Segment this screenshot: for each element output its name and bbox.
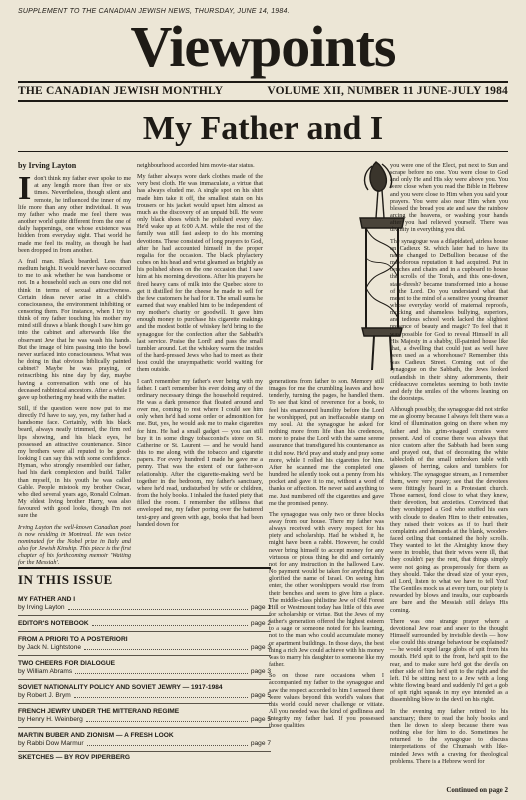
article-paragraph: In the evening my father retired to his sanctuary; there to read the holy books and then lie down to sleep because there was nothing else for him to do. Sometimes he returned to the synagogue to discuss interpretations of the Chumash with like-minded Jews with a craving for theological problems. There is a Hebrew word for	[390, 707, 508, 765]
toc-item[interactable]	[18, 728, 271, 752]
toc-item[interactable]	[18, 752, 271, 764]
masthead: Viewpoints	[130, 14, 396, 79]
author-bio: Irving Layton the well-known Canadian poet is now residing in Montreal. He was twice nominated for the Nobel prize in Italy and also for Jewish Kinship. This piece is the first chapter of his forthcoming memoir 'Waiting for the Messiah'.	[18, 523, 131, 567]
issue-info: VOLUME XII, NUMBER 11 JUNE-JULY 1984	[267, 85, 508, 97]
article-column-3	[269, 378, 384, 776]
headline-rule	[18, 151, 508, 152]
article-column-2	[137, 162, 263, 560]
toc-item-title: SOVIET NATIONALITY POLICY AND SOVIET JEWRY — 1917-1984	[18, 684, 223, 691]
toc-item-page: page 5	[250, 716, 271, 723]
article-paragraph: So on those rare occasions when I accompanied my father to the synagogue and saw the respect accorded to him I sensed there were values beyond this world's values that this world could never challenge or vitiate. All you needed was the kind of godliness and integrity my father had. If you possessed those qualities	[269, 672, 384, 730]
article-paragraph: The synagogue was only two or three blocks away from our house. There my father was always received with every respect for his piety and scholarship. Had he wished it, he might have been a rabbi. However, he could never bring himself to accept money for any virtuous or pious thing he did and certainly not for any instruction in the hallowed Law. No payment would be taken for anything that glorified the name of Israel. On seeing him enter, the other worshippers would rise from their benches and seem to give him a place. The middle-class philistine Jew of Old Forest Hill or Westmount today has little of this awe for scholarship or virtue. But the Jews of my father's generation offered the highest esteem to a sage or someone noted for his learning, not to the man who could accumulate money or apartment buildings. In those days, the best thing a rich Jew could achieve with his money was to marry his daughter to someone like my father.	[269, 510, 384, 669]
toc-item-page: page 2	[250, 620, 271, 627]
toc-item-title: MY FATHER AND I	[18, 596, 76, 603]
masthead-rule-top	[18, 81, 508, 83]
toc-item-title: TWO CHEERS FOR DIALOGUE	[18, 660, 116, 667]
toc-item-author: by Irving Layton	[18, 604, 65, 611]
byline: by Irving Layton	[18, 161, 77, 170]
in-this-issue-box	[18, 567, 271, 764]
article-paragraph: neighbourhood accorded him movie-star status.	[137, 162, 255, 169]
article-text: don't think my father ever spoke to me at any length more than five or six times. Nevertheless, though silent and remote, he influenced the inner of my life more than any other individual. It was my father who made me feel there was another world quite different from the one of daily happenings, one whose existence was hidden from everyday sight. That world he made me feel its reality, as though he had been dropped in from another.	[18, 175, 131, 254]
toc-title: IN THIS ISSUE	[18, 567, 271, 588]
article-paragraph: I can't remember my father's ever being with my father. I can't remember his ever doing any of the ordinary necessary things the household required. He was a dark presence that floated around and over me, coming to rest where I could see him only when he'd had some order or admonition for me. But, yes, he would ask me to make cigarettes for him. He had a small gadget — you can still buy it in some dingy tobacconist's store on St. Catherine or St. Laurent — and he would hand this to me along with the tobacco and cigarette papers. For every hundred I made he gave me a penny. That was the extent of our father-son relationship. After the cigarette-making we'd be together in the bedroom, my father's sanctuary, where he'd read, undisturbed by wife or children, from the holy books. I inhaled the fusted piety that filled the room. I remember the stillness that enveloped me, my father poring over the battered text-grey and green with age, books that had been handed down for	[137, 377, 263, 528]
article-paragraph: A frail man. Black bearded. Less than medium height. It would never have occurred to me to ask whether he was handsome or not. In a household such as ours one did not think in terms of sexual attractiveness. Certain ideas never arise in a child's consciousness, the environment inhibiting or censoring them. For instance, when I try to think of my father touching his mother my mind still draws a blank though I saw him go into the cabinet and afterwards like the observant Jew that he was wash his hands. But the image of him passing into the bowl never surfaced into consciousness. What was he doing in that obvious biblically painted cabinet? Maybe he was praying, or reinscribing his nine day by day, maybe having a conversation with one of his deceased rabbinical ancestors. After a while I gave up bothering my head with the matter.	[18, 257, 131, 401]
toc-item[interactable]	[18, 616, 271, 632]
toc-item-title: EDITOR'S NOTEBOOK	[18, 620, 89, 627]
toc-item[interactable]	[18, 704, 271, 728]
toc-item-page: page 1	[250, 604, 271, 611]
article-headline: My Father and I	[142, 110, 384, 147]
toc-item-title: FROM A PRIORI TO A POSTERIORI	[18, 636, 128, 643]
article-paragraph: The synagogue was a dilapidated, airless house on Cadieux St. which later had to have its name changed to DeBullion because of the malodorous reputation it had acquired. Put in benches and chairs and in a cupboard to house the scrolls of the Torah, and this one-down, stale-thresh? became transformed into a house of the Lord. Do you understand what that meant to the mind of a sensitive young dreamer whose everyday world of maternal reproofs, mocking and shameless bullying, superiors, and tedious school work lacked the slightest presence of beauty and magic? To feel that it was possible for God to reveal Himself in all His Majesty in a shabby, ill-painted house like that, a dwelling that could just as well have been used as a whorehouse? Remember this was Cadieux Street. Coming out of the synagogue on the Sabbath, the Jews looked outlandish in their shiny adornments, their crêdeacuve corneletes seeming to both invite and defy the smiles of the whores leaning on the doorsteps.	[390, 237, 508, 402]
toc-item-author: by Jack N. Lightstone	[18, 644, 82, 651]
continued-note: Continued on page 2	[446, 786, 508, 794]
toc-item-page: page 7	[250, 740, 271, 747]
toc-item-title: SKETCHES — BY ROV PIPERBERG	[18, 754, 130, 761]
toc-item-page: page 3	[250, 644, 271, 651]
article-column-4	[390, 162, 508, 782]
toc-item[interactable]	[18, 632, 271, 656]
toc-item-page: page 3	[250, 668, 271, 675]
toc-item-author: by Henry H. Weinberg	[18, 716, 83, 723]
supplement-line: SUPPLEMENT TO THE CANADIAN JEWISH NEWS, THURSDAY, JUNE 14, 1984.	[18, 8, 290, 15]
toc-item[interactable]	[18, 680, 271, 704]
article-paragraph: you were one of the Elect, put next to Sun and scrape before no one. You were close to God and only He and His sky were above you. You were close when you read the Bible in Hebrew and you were close to Him when you said your prayers. You were also near Him when you blessed the bread you ate and saw the rainbow arcing the heavens, or washing your hands after you had relieved yourself. There was divinity in everything you did.	[390, 162, 508, 234]
toc-item-author: by Rabbi Dow Marmur	[18, 740, 84, 747]
article-column-1	[18, 161, 131, 567]
article-paragraph: There was one strange prayer where a devotional Jew roar and sneer to the thought Himself surrounded by invisible devils — how else could this strange behaviour be explained? — he would expel large globs of spit from his mouth. He'd spit to the front, he'd spit to the rear, and to make sure he'd got the devils on either side of him he'd spit to the right and the left. I'd be sitting next to a Jew with a long white flowing beard and suddenly I'd get a gob of spit right squeak in my eye intended as a dissembling blow to the devil on his right.	[390, 617, 508, 704]
article-paragraph: Still, if the question were now put to me directly I'd have to say, yes, my father had a handsome face. Certainly, with his black beard, always neatly trimmed, the firm red lips showing, and his black eyes, he possessed an attractive countenance. Since my brothers were all reputed to be good-looking I can say this with some confidence. Hyman, who strongly resembled our father, had his dark complexion and build. Taller than myself, in his youth he was called Gable. People mistook my brother Oscar, who died several years ago, Ronald Colman. My eldest living brother Harry, was also favoured with good looks, though I'm not sure the	[18, 405, 131, 520]
article-paragraph	[18, 170, 131, 254]
toc-item-author: by Robert J. Brym	[18, 692, 71, 699]
toc-item-title: FRENCH JEWRY UNDER THE MITTERAND REGIME	[18, 708, 180, 715]
toc-item-title: MARTIN BUBER AND ZIONISM — A FRESH LOOK	[18, 732, 174, 739]
toc-item[interactable]	[18, 656, 271, 680]
toc-item[interactable]	[18, 592, 271, 616]
drop-cap: I	[18, 170, 32, 208]
article-paragraph: generations from father to son. Memory still images for me the crumbling leaves and how tenderly, turning the pages, he handled them. To see that kind of reverence for a book, to feel his enamoured humility before the Lord he worshipped, put an ineffaceable stamp on my soul. At the synagogue he asked for nothing more from life than his credences, more to praise the Lord with the same serene assurance that transfigured his countenance as it did now. He'd pray and study and pray some more, while I rolled his cigarettes for him. After he scanned me the completed one hundred he silently took out a penny from his pocket and gave it to me, without a word of thanks or affection. He never said anything to me. Just numbered off the cigarettes and gave me the promised penny.	[269, 378, 384, 507]
toc-item-author: by William Abrams	[18, 668, 73, 675]
masthead-rule-bottom	[18, 100, 508, 102]
publication-subtitle: THE CANADIAN JEWISH MONTHLY	[18, 85, 224, 97]
article-paragraph: Although possibly, the synagogue did not strike me as gloomy because I always felt there was a kind of illumination going on there when my father and his grim-visaged cronies were present. And of course there was always that nice custom after the Sabbath had been sung and prayed out, that of decorating the white tablecloth of the small unbroken table with glasses of herring, cakes and tumblers for whiskey. The synagogue stream, as I remember them, were very pussy; see that the devotees were fittingly heard in a Protestant church. Those earnest, fond close to what they knew, their devotion, but anxieties. Convinced that they worshipped a God who stuffed his ears with cloude to deafen Him to their entreaties, they raised their voices as if to hurl their complaints and demands at the blank, wooden-faced ceiling that contained the holy scrolls. They wanted to let the Almighty know they were in trouble, that their wives were ill, that they couldn't pay the rent, that things simply were not going as prosperously for them as they should. Take the dread size of your eyes, ail Lord, listen to what we have to tell You! The Gentiles mock us at every turn, our piety is rewarded by blows and insults, our cupboards are bare and the Messiah still delays His coming.	[390, 406, 509, 614]
article-paragraph: My father always wore dark clothes made of the very best cloth. He was immaculate, a virtue that has always eluded me. A single spot on his shirt made him take it off, the smallest stain on his trousers or his jacket would upset him almost as much as the discovery of an unpaid bill. He wore only black shoes which he polished every day. He'd wake up at 6:00 A.M. while the rest of the family was still fast asleep to do his morning devotions. These consisted of long prayers to God, after he had accounted himself in the proper regalia for the occasion. The black phylactery cubes on his head and wrist gleamed as brightly as his polished shoes on the one occasion that I saw him at his morning devotions. After his prayers he fired heavy cans of milk into the Quebec store to get it distilled for the cheese he made to sell for the few customers he had for it. The small sums he earned that way enabled him to be independent of my mother's charity or goodwill. It gave him enough money to purchase his cigarette makings and the modest bottle of whiskey he'd bring to the synagogue for the confection after the Sabbath's last service. Praise the Lord! and pass the small tumbler around. Let the whiskey warm the insides of the hard-pressed Jews who had to meet as their host could the unsympathetic world waiting for them outside.	[137, 173, 263, 374]
toc-item-page: page 5	[250, 692, 271, 699]
